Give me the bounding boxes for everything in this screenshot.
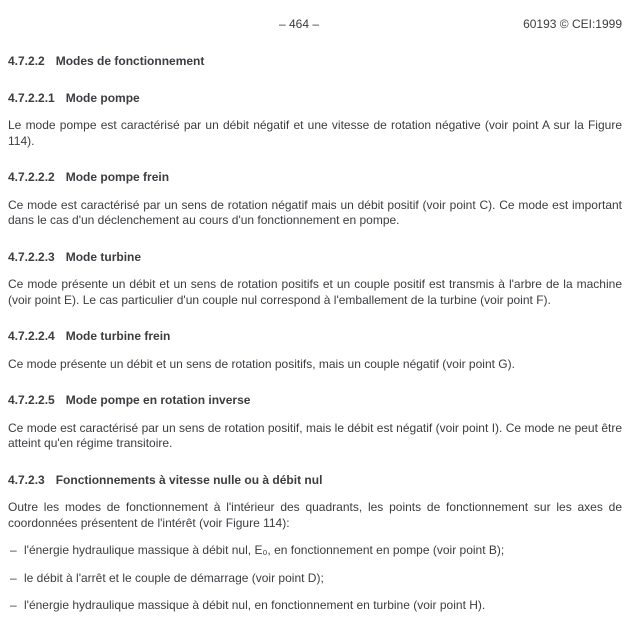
- bullet-list: [8, 543, 622, 614]
- section-heading-mode-turbine-frein: [8, 329, 622, 345]
- paragraph-mode-turbine-frein: Ce mode présente un débit et un sens de rotation positifs, mais un couple négatif (voir point G).: [8, 356, 515, 371]
- section-number: 4.7.2.2.4: [8, 329, 55, 343]
- paragraph-fonctionnements-intro: Outre les modes de fonctionnement à l'intérieur des quadrants, les points de fonctionnement sur les axes de coordonnées présentent de l'intérêt (voir Figure 114):: [8, 500, 622, 530]
- section-number: 4.7.2.3: [8, 472, 45, 487]
- list-item-text: le débit à l'arrêt et le couple de démarrage (voir point D);: [24, 570, 324, 585]
- section-title: Mode turbine: [65, 249, 142, 264]
- paragraph-mode-pompe: Le mode pompe est caractérisé par un débit négatif et une vitesse de rotation négative (voir point A sur la Figure 114).: [8, 118, 622, 148]
- section-heading-modes-de-fonctionnement: [8, 54, 622, 70]
- section-heading-mode-pompe-rotation-inverse: [8, 393, 622, 409]
- paragraph-mode-pompe-frein: Ce mode est caractérisé par un sens de rotation négatif mais un débit positif (voir point C). Ce mode est important dans le cas d'un déclenchement au cours d'un fonctionnement en pompe.: [8, 197, 622, 227]
- doc-reference: 60193 © CEI:1999: [523, 17, 622, 31]
- section-title: Mode pompe frein: [65, 170, 170, 184]
- section-heading-mode-pompe-frein: [8, 170, 622, 186]
- list-item: [8, 543, 622, 559]
- section-title: Mode pompe: [65, 90, 140, 105]
- section-heading-mode-turbine: [8, 250, 622, 266]
- list-item: [8, 571, 622, 587]
- dash-marker: –: [10, 543, 17, 557]
- list-item-text: l'énergie hydraulique massique à débit nul, E₀, en fonctionnement en pompe (voir point B);: [24, 543, 505, 557]
- section-title: Mode pompe en rotation inverse: [65, 393, 251, 407]
- dash-marker: –: [10, 570, 17, 585]
- paragraph-mode-pompe-rotation-inverse: Ce mode est caractérisé par un sens de rotation positif, mais le débit est négatif (voir point I). Ce mode ne peut être atteint qu'en régime transitoire.: [8, 420, 622, 450]
- list-item: [8, 598, 622, 614]
- section-number: 4.7.2.2: [8, 54, 45, 68]
- section-number: 4.7.2.2.1: [8, 90, 55, 105]
- section-heading-fonctionnements-vitesse-nulle: [8, 473, 622, 489]
- page-number: – 464 –: [278, 17, 320, 31]
- section-number: 4.7.2.2.3: [8, 249, 55, 264]
- section-title: Mode turbine frein: [65, 329, 171, 343]
- page-header: [8, 17, 622, 33]
- section-number: 4.7.2.2.5: [8, 393, 55, 407]
- section-heading-mode-pompe: [8, 91, 622, 107]
- section-title: Fonctionnements à vitesse nulle ou à débit nul: [55, 472, 323, 487]
- paragraph-mode-turbine: Ce mode présente un débit et un sens de rotation positifs et un couple positif est transmis à l'arbre de la machine (voir point E). Le cas particulier d'un couple nul correspond à l'emballement de la turbine (voir point F).: [8, 277, 622, 307]
- dash-marker: –: [10, 598, 17, 612]
- section-number: 4.7.2.2.2: [8, 170, 55, 184]
- list-item-text: l'énergie hydraulique massique à débit nul, en fonctionnement en turbine (voir point H).: [24, 598, 486, 612]
- section-title: Modes de fonctionnement: [55, 54, 205, 68]
